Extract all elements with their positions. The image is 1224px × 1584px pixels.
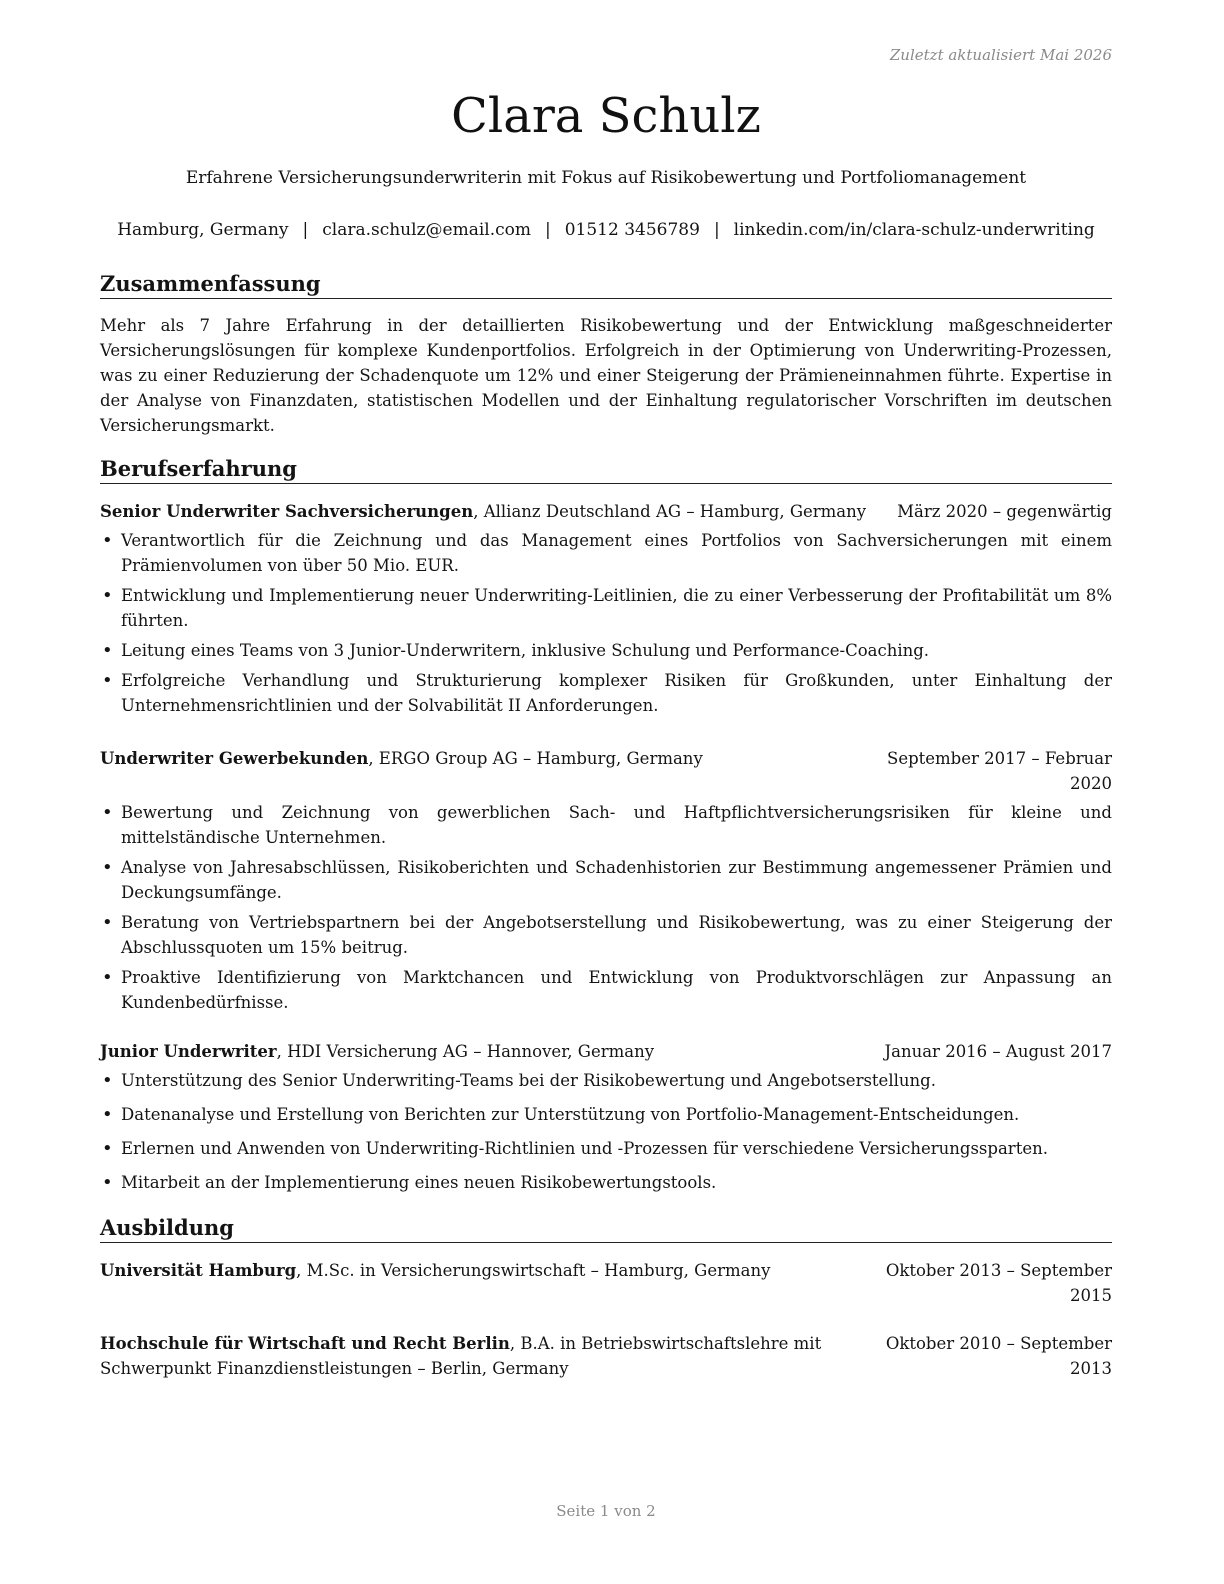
last-updated: Zuletzt aktualisiert Mai 2026 — [889, 46, 1112, 64]
education-dates: Oktober 2013 – September 2015 — [885, 1261, 1112, 1305]
education-dates: Oktober 2010 – September 2013 — [885, 1334, 1112, 1378]
job-bullets — [100, 1068, 1112, 1195]
list-item: • Verantwortlich für die Zeichnung und das Management eines Portfolios von Sachversicherungen mit einem Prämienvolumen von über 50 Mio. EUR. — [100, 528, 1112, 578]
job-company: , ERGO Group AG – Hamburg, Germany — [368, 749, 703, 768]
job-header — [100, 499, 1112, 524]
job-role: Junior Underwriter — [100, 1042, 277, 1061]
section-title-summary: Zusammenfassung — [100, 270, 1112, 299]
list-item: • Leitung eines Teams von 3 Junior-Underwritern, inklusive Schulung und Performance-Coaching. — [100, 638, 1112, 663]
education-detail: , M.Sc. in Versicherungswirtschaft – Hamburg, Germany — [296, 1261, 771, 1280]
education-entry — [100, 1331, 1112, 1381]
list-item: • Entwicklung und Implementierung neuer Underwriting-Leitlinien, die zu einer Verbesserung der Profitabilität um 8% führten. — [100, 583, 1112, 633]
list-item: • Proaktive Identifizierung von Marktchancen und Entwicklung von Produktvorschlägen zur Anpassung an Kundenbedürfnisse. — [100, 965, 1112, 1015]
job-company: , Allianz Deutschland AG – Hamburg, Germany — [473, 502, 867, 521]
summary-section — [100, 270, 1112, 438]
contact-location: Hamburg, Germany — [117, 220, 289, 240]
job-dates: Januar 2016 – August 2017 — [884, 1042, 1112, 1061]
list-item: • Beratung von Vertriebspartnern bei der Angebotserstellung und Risikobewertung, was zu einer Steigerung der Abschlussquoten um 15% beitrug. — [100, 910, 1112, 960]
summary-text: Mehr als 7 Jahre Erfahrung in der detaillierten Risikobewertung und der Entwicklung maßgeschneiderter Versicherungslösungen für komplexe Kundenportfolios. Erfolgreich in der Optimierung von Underwriting-Prozessen, was zu einer Reduzierung der Schadenquote um 12% und einer Steigerung der Prämieneinnahmen führte. Expertise in der Analyse von Finanzdaten, statistischen Modellen und der Einhaltung regulatorischer Vorschriften im deutschen Versicherungsmarkt. — [100, 316, 1112, 435]
list-item: • Analyse von Jahresabschlüssen, Risikoberichten und Schadenhistorien zur Bestimmung angemessener Prämien und Deckungsumfänge. — [100, 855, 1112, 905]
education-detail: , B.A. in Betriebswirtschaftslehre mit Schwerpunkt Finanzdienstleistungen – Berlin, Germany — [100, 1334, 822, 1378]
job-title-line — [100, 499, 870, 524]
list-item: • Erlernen und Anwenden von Underwriting-Richtlinien und -Prozessen für verschiedene Versicherungssparten. — [100, 1136, 1112, 1161]
contact-linkedin[interactable]: linkedin.com/in/clara-schulz-underwriting — [733, 220, 1095, 240]
job-header — [100, 1039, 1112, 1064]
tagline: Erfahrene Versicherungsunderwriterin mit Fokus auf Risikobewertung und Portfoliomanagement — [185, 168, 1027, 188]
resume-page — [100, 0, 1112, 1584]
list-item: • Unterstützung des Senior Underwriting-Teams bei der Risikobewertung und Angebotserstellung. — [100, 1068, 1112, 1093]
list-item: • Bewertung und Zeichnung von gewerblichen Sach- und Haftpflichtversicherungsrisiken für kleine und mittelständische Unternehmen. — [100, 800, 1112, 850]
contact-email[interactable]: clara.schulz@email.com — [322, 220, 531, 240]
section-title-experience: Berufserfahrung — [100, 455, 1112, 484]
experience-section — [100, 455, 1112, 484]
education-entry — [100, 1258, 1112, 1305]
job-role: Senior Underwriter Sachversicherungen — [100, 502, 474, 521]
job-title-line — [100, 1039, 870, 1064]
list-item: • Mitarbeit an der Implementierung eines neuen Risikobewertungstools. — [100, 1170, 1112, 1195]
education-title-line — [100, 1258, 870, 1283]
job-entry — [100, 1039, 1112, 1204]
job-entry — [100, 499, 1112, 723]
page-number: Seite 1 von 2 — [556, 1502, 656, 1520]
contact-phone[interactable]: 01512 3456789 — [564, 220, 700, 240]
education-title-line — [100, 1331, 870, 1381]
job-entry — [100, 746, 1112, 1020]
candidate-name: Clara Schulz — [451, 88, 761, 144]
contact-line — [100, 220, 1112, 240]
job-header — [100, 746, 1112, 796]
education-header — [100, 1258, 1112, 1305]
job-dates: März 2020 – gegenwärtig — [897, 502, 1112, 521]
job-role: Underwriter Gewerbekunden — [100, 749, 369, 768]
job-dates: September 2017 – Februar 2020 — [887, 749, 1112, 793]
education-header — [100, 1331, 1112, 1381]
job-title-line — [100, 746, 870, 771]
list-item: • Erfolgreiche Verhandlung und Strukturierung komplexer Risiken für Großkunden, unter Einhaltung der Unternehmensrichtlinien und der Solvabilität II Anforderungen. — [100, 668, 1112, 718]
education-section — [100, 1214, 1112, 1243]
education-school: Universität Hamburg — [100, 1261, 297, 1280]
job-bullets — [100, 528, 1112, 718]
contact-separator: | — [713, 220, 720, 240]
contact-separator: | — [545, 220, 551, 240]
job-bullets — [100, 800, 1112, 1015]
education-school: Hochschule für Wirtschaft und Recht Berlin — [100, 1334, 510, 1353]
section-title-education: Ausbildung — [100, 1214, 1112, 1243]
list-item: • Datenanalyse und Erstellung von Berichten zur Unterstützung von Portfolio-Management-Entscheidungen. — [100, 1102, 1112, 1127]
job-company: , HDI Versicherung AG – Hannover, Germany — [276, 1042, 655, 1061]
contact-separator: | — [302, 220, 309, 240]
